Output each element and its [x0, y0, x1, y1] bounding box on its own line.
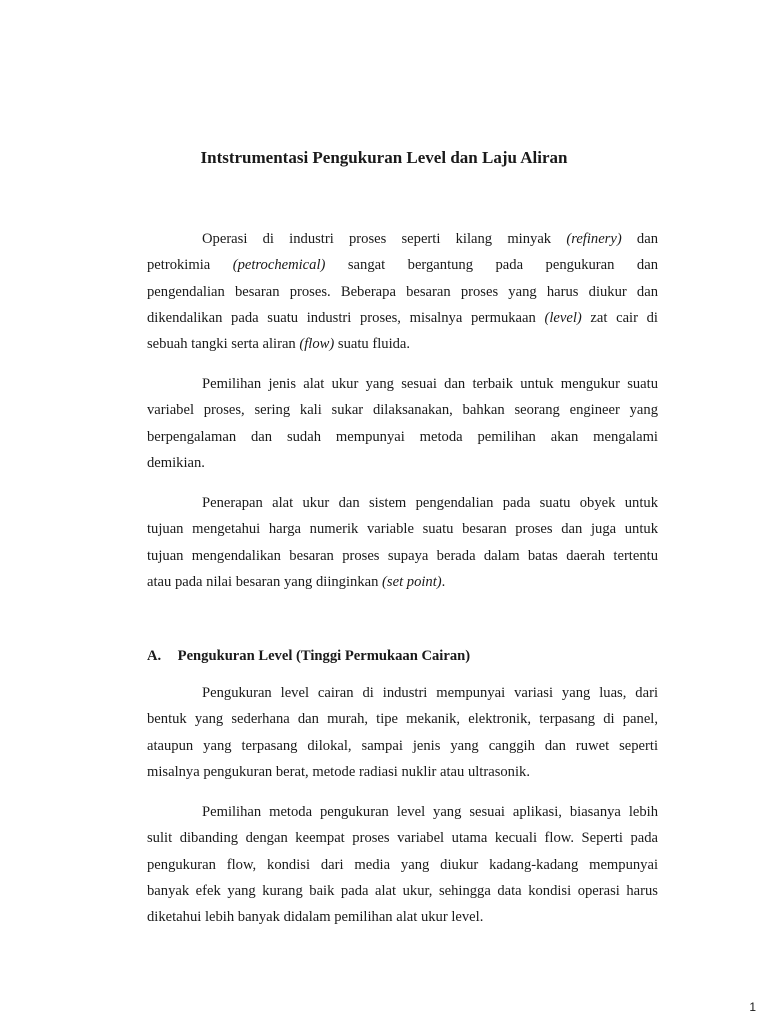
text-segment: pengendalian besaran proses. Beberapa besaran proses yang harus diukur dan	[147, 283, 658, 300]
section-paragraph-1	[147, 680, 658, 785]
text-segment: ataupun yang terpasang dilokal, sampai jenis yang canggih dan ruwet seperti	[147, 737, 658, 754]
text-line	[147, 516, 658, 542]
document-title: Intstrumentasi Pengukuran Level dan Laju Aliran	[200, 148, 568, 167]
text-line	[147, 543, 658, 569]
section-paragraph-2	[147, 799, 658, 930]
text-line	[147, 305, 658, 331]
text-segment: tujuan mengetahui harga numerik variable suatu besaran proses dan juga untuk	[147, 521, 658, 538]
text-segment: misalnya pengukuran berat, metode radiasi nuklir atau ultrasonik.	[147, 763, 530, 780]
text-line	[147, 706, 658, 732]
text-line	[147, 371, 658, 397]
section-heading	[147, 645, 470, 667]
text-segment: sangat bergantung pada pengukuran dan	[325, 257, 658, 274]
text-segment: banyak efek yang kurang baik pada alat ukur, sehingga data kondisi operasi harus	[147, 882, 658, 899]
text-segment: Operasi di industri proses seperti kilang minyak	[202, 231, 567, 247]
text-segment: .	[441, 573, 446, 590]
text-line	[147, 279, 658, 305]
text-segment: bentuk yang sederhana dan murah, tipe mekanik, elektronik, terpasang di panel,	[147, 711, 658, 728]
text-segment: dan	[621, 231, 658, 247]
italic-term: (petrochemical)	[232, 257, 326, 274]
text-line	[147, 331, 658, 357]
page-number: 1	[749, 1000, 756, 1014]
text-segment: suatu fluida.	[334, 336, 411, 353]
text-segment: tujuan mengendalikan besaran proses supaya berada dalam batas daerah tertentu	[147, 547, 658, 564]
italic-term: (flow)	[299, 336, 335, 353]
text-line	[147, 680, 658, 706]
text-segment: Pemilihan metoda pengukuran level yang sesuai aplikasi, biasanya lebih	[202, 804, 658, 820]
text-line	[147, 799, 658, 825]
text-segment: petrokimia	[147, 257, 233, 274]
text-line	[147, 569, 658, 595]
section-title: Pengukuran Level (Tinggi Permukaan Cairan)	[177, 648, 471, 664]
text-segment: berpengalaman dan sudah mempunyai metoda pemilihan akan mengalami	[147, 428, 658, 445]
text-segment: pengukuran flow, kondisi dari media yang diukur kadang-kadang mempunyai	[147, 856, 658, 873]
text-segment: diketahui lebih banyak didalam pemilihan alat ukur level.	[147, 909, 484, 926]
text-segment: sulit dibanding dengan keempat proses variabel utama kecuali flow. Seperti pada	[147, 830, 658, 847]
text-line	[147, 450, 658, 476]
text-line	[147, 733, 658, 759]
paragraph-2	[147, 371, 658, 476]
text-line	[147, 825, 658, 851]
text-line	[147, 424, 658, 450]
text-line	[147, 878, 658, 904]
text-segment: Penerapan alat ukur dan sistem pengendalian pada suatu obyek untuk	[202, 495, 658, 511]
italic-term: (refinery)	[566, 231, 622, 247]
italic-term: (level)	[544, 309, 582, 326]
text-line	[147, 226, 658, 252]
text-segment: atau pada nilai besaran yang diinginkan	[147, 573, 383, 590]
text-segment: Pengukuran level cairan di industri mempunyai variasi yang luas, dari	[202, 685, 658, 701]
text-segment: variabel proses, sering kali sukar dilaksanakan, bahkan seorang engineer yang	[147, 402, 658, 419]
text-line	[147, 490, 658, 516]
text-segment: sebuah tangki serta aliran	[147, 336, 300, 353]
text-segment: demikian.	[147, 454, 205, 471]
section-label: A.	[147, 648, 162, 664]
italic-term: (set point)	[382, 573, 442, 590]
paragraph-3	[147, 490, 658, 595]
text-segment: zat cair di	[581, 309, 658, 326]
text-segment: dikendalikan pada suatu industri proses, misalnya permukaan	[147, 309, 545, 326]
paragraph-1	[147, 226, 658, 357]
text-line	[147, 252, 658, 278]
text-line	[147, 904, 658, 930]
text-line	[147, 852, 658, 878]
text-segment: Pemilihan jenis alat ukur yang sesuai dan terbaik untuk mengukur suatu	[202, 376, 658, 392]
text-line	[147, 397, 658, 423]
text-line	[147, 759, 658, 785]
